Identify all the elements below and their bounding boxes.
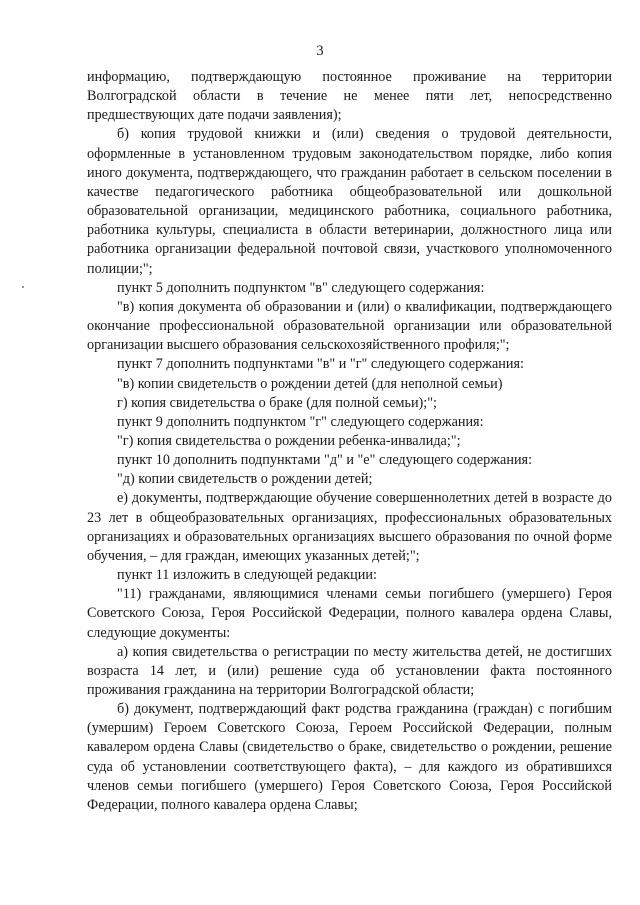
paragraph: "д) копии свидетельств о рождении детей;	[117, 471, 373, 488]
paragraph: е) документы, подтверждающие обучение совершеннолетних детей в возрасте до 23 лет в общеобразовательных организациях, профессиональных образовательных организациях и образовательных организациях высшего образования по очной форме обучения, – для граждан, имеющих указанных детей;";	[87, 490, 612, 564]
paragraph: "в) копия документа об образовании и (или) о квалификации, подтверждающего окончание профессиональной образовательной организации или образовательной организации высшего образования сельскохозяйственного профиля;";	[87, 298, 612, 354]
document-body	[87, 68, 612, 815]
margin-mark	[22, 286, 24, 288]
paragraph: пункт 7 дополнить подпунктами "в" и "г" следующего содержания:	[117, 356, 524, 373]
paragraph: пункт 10 дополнить подпунктами "д" и "е" следующего содержания:	[117, 452, 533, 469]
paragraph: "г) копия свидетельства о рождении ребенка-инвалида;";	[117, 432, 461, 449]
paragraph: информацию, подтверждающую постоянное проживание на территории Волгоградской области в течение не менее пяти лет, непосредственно предшествующих дате подачи заявления);	[87, 69, 612, 124]
page-number: 3	[316, 43, 324, 59]
paragraph: пункт 11 изложить в следующей редакции:	[117, 567, 377, 584]
paragraph: пункт 5 дополнить подпунктом "в" следующего содержания:	[117, 279, 485, 296]
paragraph: б) копия трудовой книжки и (или) сведения о трудовой деятельности, оформленные в установленном трудовым законодательством порядке, либо копия иного документа, подтверждающего, что гражданин работает в сельском поселении в качестве педагогического работника общеобразовательной или дошкольной образовательной организации, медицинского работника, социального работника, работника культуры, специалиста в области ветеринарии, должностного лица или работника организации федеральной почтовой связи, участкового уполномоченного полиции;";	[87, 126, 612, 277]
paragraph: г) копия свидетельства о браке (для полной семьи);";	[117, 394, 437, 411]
paragraph: а) копия свидетельства о регистрации по месту жительства детей, не достигших возраста 14 лет, и (или) решение суда об установлении факта постоянного проживания гражданина на территории Волгоградской области;	[87, 643, 612, 698]
paragraph: "в) копии свидетельств о рождении детей (для неполной семьи)	[117, 375, 503, 392]
paragraph: пункт 9 дополнить подпунктом "г" следующего содержания:	[117, 413, 484, 430]
paragraph: "11) гражданами, являющимися членами семьи погибшего (умершего) Героя Советского Союза, Героя Российской Федерации, полного кавалера ордена Славы, следующие документы:	[87, 586, 612, 641]
paragraph: б) документ, подтверждающий факт родства гражданина (граждан) с погибшим (умершим) Героем Советского Союза, Героем Российской Федерации, полным кавалером ордена Славы (свидетельство о браке, свидетельство о рождении, решение суда об установлении соответствующего факта), – для каждого из обратившихся членов семьи погибшего (умершего) Героя Советского Союза, Героя Российской Федерации, полного кавалера ордена Славы;	[87, 701, 612, 813]
